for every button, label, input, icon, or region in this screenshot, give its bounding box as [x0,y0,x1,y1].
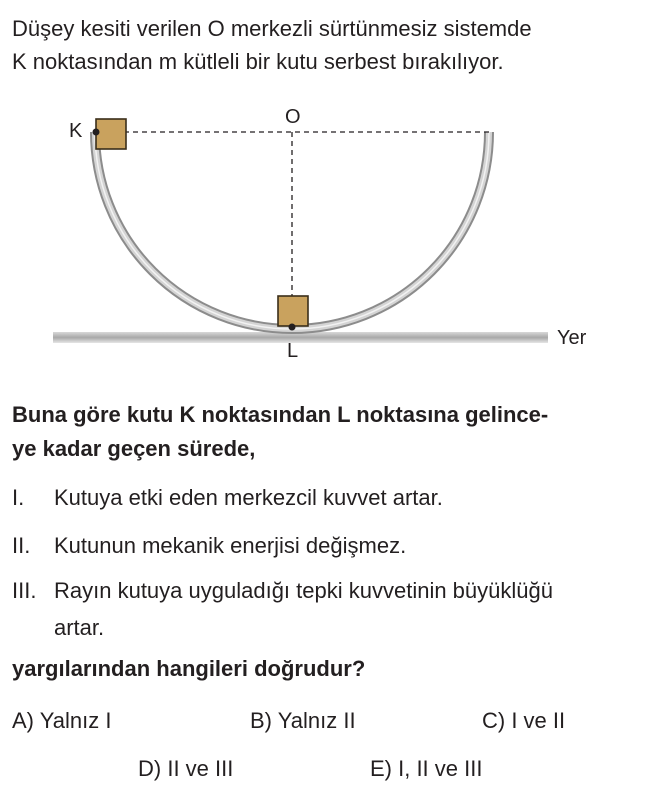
option-d[interactable]: D) II ve III [138,756,234,781]
statement-text: Kutuya etki eden merkezcil kuvvet artar. [54,485,443,510]
question-line-1: Buna göre kutu K noktasından L noktasına gelince- [12,402,549,427]
point-k [93,129,100,136]
question-line-2: ye kadar geçen sürede, [12,436,256,461]
option-a[interactable]: A) Yalnız I [12,708,112,733]
point-l [289,324,296,331]
box-at-k [96,119,126,149]
label-o: O [285,106,301,128]
statement-text-continued: artar. [54,615,105,640]
label-ground: Yer [557,327,587,349]
question-stem [12,398,652,466]
option-c[interactable]: C) I ve II [482,708,566,733]
statement-number: I. [12,485,25,510]
label-k: K [69,120,83,142]
question-prompt: yargılarından hangileri doğrudur? [12,656,366,681]
statement-number: II. [12,533,31,558]
intro-line-1: Düşey kesiti verilen O merkezli sürtünmesiz sistemde [12,16,532,41]
statement-text: Kutunun mekanik enerjisi değişmez. [54,533,407,558]
intro-line-2: K noktasından m kütleli bir kutu serbest bırakılıyor. [12,49,504,74]
statement-text: Rayın kutuya uyguladığı tepki kuvvetinin büyüklüğü [54,578,553,603]
option-b[interactable]: B) Yalnız II [250,708,356,733]
physics-figure [0,95,667,370]
option-e[interactable]: E) I, II ve III [370,756,483,781]
box-at-l [278,296,308,326]
statement-number: III. [12,578,37,603]
intro-text [12,12,652,78]
label-l: L [287,340,299,362]
